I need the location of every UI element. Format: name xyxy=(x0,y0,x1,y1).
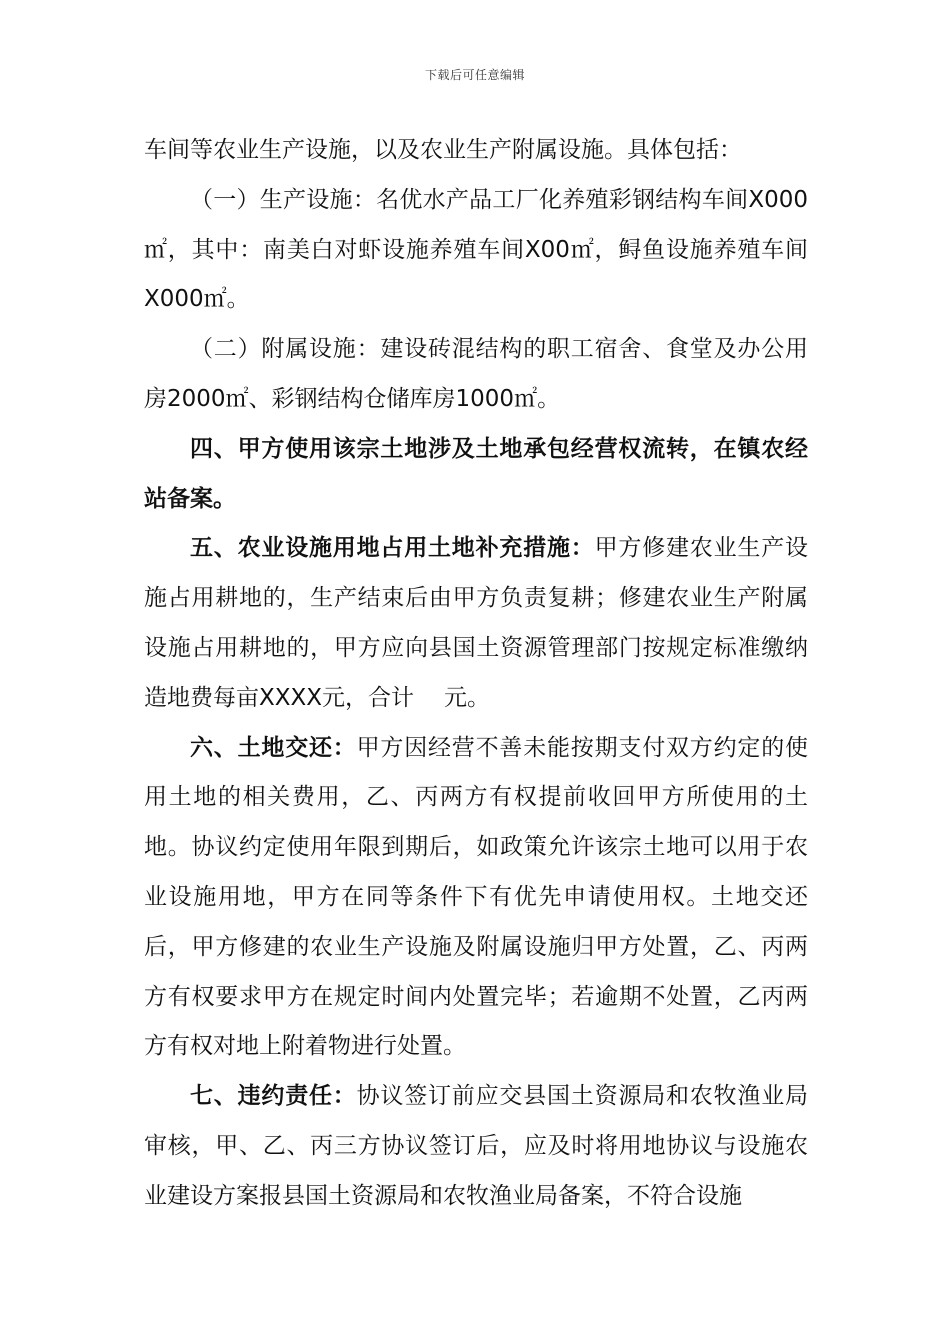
clause-six xyxy=(144,724,808,1073)
document-body xyxy=(144,126,808,1222)
clause-five xyxy=(144,524,808,723)
clause-seven-title: 七、违约责任： xyxy=(190,1083,357,1110)
clause-seven-body: 协议签订前应交县国土资源局和农牧渔业局审核，甲、乙、丙三方协议签订后，应及时将用地协议与设施农业建设方案报县国土资源局和农牧渔业局备案，不符合设施 xyxy=(144,1083,809,1209)
paragraph-auxiliary-facilities: （二）附属设施：建设砖混结构的职工宿舍、食堂及办公用房2000㎡、彩钢结构仓储库房1000㎡。 xyxy=(144,336,808,412)
clause-five-body: 甲方修建农业生产设施占用耕地的，生产结束后由甲方负责复耕；修建农业生产附属设施占用耕地的，甲方应向县国土资源管理部门按规定标准缴纳造地费每亩XXXX元，合计 xyxy=(144,535,809,711)
clause-six-body: 甲方因经营不善未能按期支付双方约定的使用土地的相关费用，乙、丙两方有权提前收回甲方所使用的土地。协议约定使用年限到期后，如政策允许该宗土地可以用于农业设施用地，甲方在同等条件下有优先申请使用权。土地交还后，甲方修建的农业生产设施及附属设施归甲方处置，乙、丙两方有权要求甲方在规定时间内处置完毕；若逾期不处置，乙丙两方有权对地上附着物进行处置。 xyxy=(144,734,809,1060)
clause-five-body-end: 元。 xyxy=(444,684,491,711)
clause-six-title: 六、土地交还： xyxy=(190,734,357,761)
paragraph-continuation: 车间等农业生产设施，以及农业生产附属设施。具体包括： xyxy=(144,137,742,163)
page-header-note: 下载后可任意编辑 xyxy=(424,68,525,82)
clause-seven xyxy=(144,1072,808,1221)
clause-four-heading: 四、甲方使用该宗土地涉及土地承包经营权流转，在镇农经站备案。 xyxy=(144,435,808,512)
clause-five-title: 五、农业设施用地占用土地补充措施： xyxy=(190,535,595,562)
paragraph-production-facilities: （一）生产设施：名优水产品工厂化养殖彩钢结构车间X000㎡，其中：南美白对虾设施养殖车间X00㎡，鲟鱼设施养殖车间X000㎡。 xyxy=(144,186,808,313)
